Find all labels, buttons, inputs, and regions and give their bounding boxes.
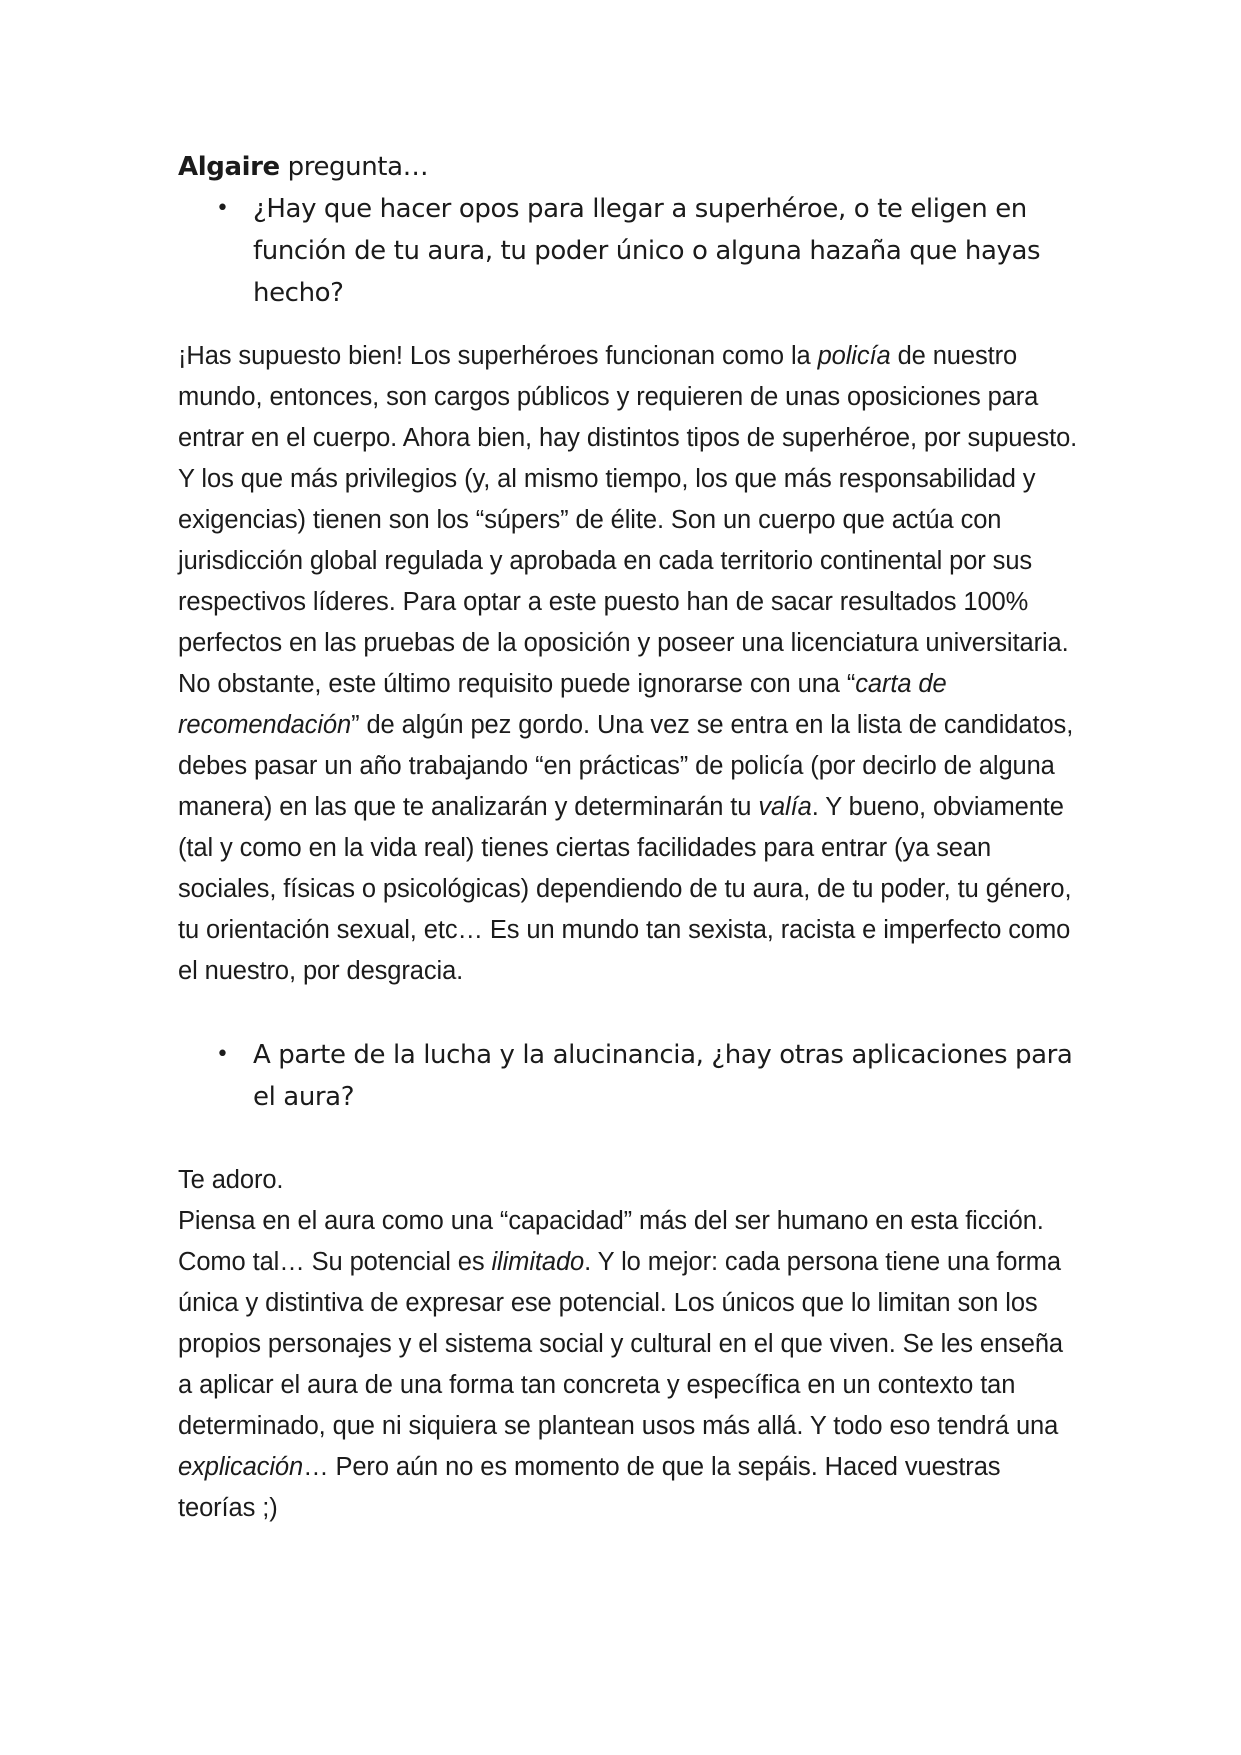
- asker-name: Algaire: [178, 152, 280, 182]
- answer-2-part-2: . Y lo mejor: cada persona tiene una forma única y distintiva de expresar ese potencial. Los únicos que lo limitan son los propios personajes y el sistema social y cultural en el que viven. Se les enseña a aplicar el aura de una forma tan concreta y específica en un contexto tan determinado, que ni siquiera se plantean usos más allá. Y todo eso tendrá una: [178, 1248, 1063, 1440]
- bullet-icon: •: [216, 196, 229, 221]
- answer-1-emphasis-2: carta de recomendación: [178, 670, 947, 739]
- answer-1-part-4: . Y bueno, obviamente (tal y como en la vida real) tienes ciertas facilidades para entrar (ya sean sociales, físicas o psicológicas) dependiendo de tu aura, de tu poder, tu género, tu orientación sexual, etc… Es un mundo tan sexista, racista e imperfecto como el nuestro, por desgracia.: [178, 793, 1072, 985]
- answer-1-emphasis-1: policía: [817, 342, 891, 370]
- answer-1-part-2: de nuestro mundo, entonces, son cargos públicos y requieren de unas oposiciones para entrar en el cuerpo. Ahora bien, hay distintos tipos de superhéroe, por supuesto. Y los que más privilegios (y, al mismo tiempo, los que más responsabilidad y exigencias) tienen son los “súpers” de élite. Son un cuerpo que actúa con jurisdicción global regulada y aprobada en cada territorio continental por sus respectivos líderes. Para optar a este puesto han de sacar resultados 100% perfectos en las pruebas de la oposición y poseer una licenciatura universitaria. No obstante, este último requisito puede ignorarse con una “: [178, 342, 1078, 698]
- answer-1-emphasis-3: valía: [758, 793, 812, 821]
- answer-2-emphasis-1: ilimitado: [491, 1248, 585, 1276]
- document-page: [178, 146, 1078, 1529]
- answer-2: [178, 1201, 1078, 1529]
- answer-2-emphasis-2: explicación: [178, 1453, 304, 1481]
- bullet-icon: •: [216, 1042, 229, 1067]
- answer-2-part-3: … Pero aún no es momento de que la sepáis. Haced vuestras teorías ;): [178, 1453, 1001, 1522]
- question-1: [178, 188, 1078, 314]
- question-2-text: A parte de la lucha y la alucinancia, ¿hay otras aplicaciones para el aura?: [253, 1040, 1073, 1112]
- question-1-text: ¿Hay que hacer opos para llegar a superhéroe, o te eligen en función de tu aura, tu poder único o alguna hazaña que hayas hecho?: [253, 194, 1041, 308]
- answer-2-part-1: Piensa en el aura como una “capacidad” más del ser humano en esta ficción. Como tal… Su potencial es: [178, 1207, 1044, 1276]
- answer-1: [178, 336, 1078, 992]
- question-2: [178, 1034, 1078, 1118]
- answer-1-part-1: ¡Has supuesto bien! Los superhéroes funcionan como la: [178, 342, 818, 370]
- question-header: [178, 146, 1078, 188]
- answer-2-opening: Te adoro.: [178, 1166, 284, 1194]
- asker-verb: pregunta…: [279, 152, 429, 182]
- answer-1-part-3: ” de algún pez gordo. Una vez se entra en la lista de candidatos, debes pasar un año trabajando “en prácticas” de policía (por decirlo de alguna manera) en las que te analizarán y determinarán tu: [178, 711, 1074, 821]
